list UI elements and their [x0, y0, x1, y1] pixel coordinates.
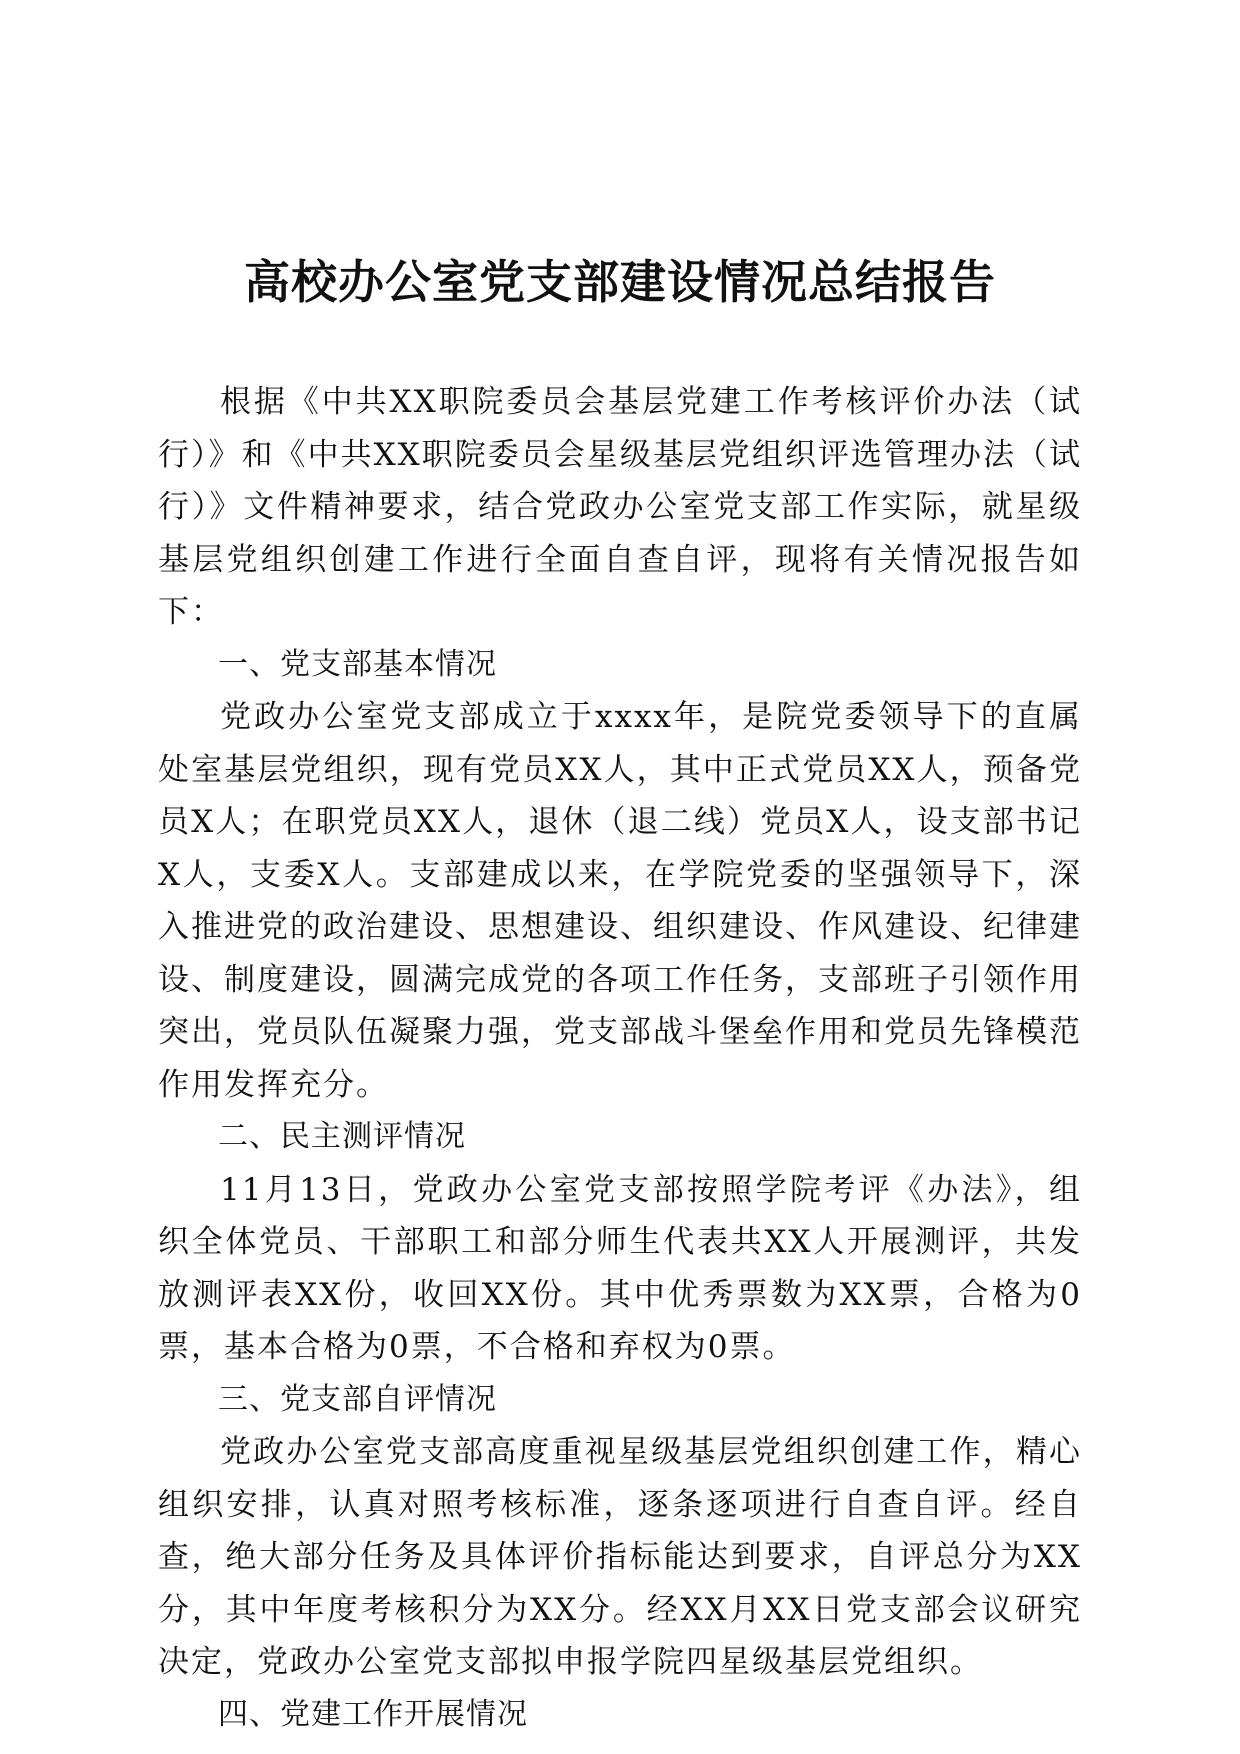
- section-body-self-evaluation: 党政办公室党支部高度重视星级基层党组织创建工作，精心组织安排，认真对照考核标准，逐条逐项进行自查自评。经自查，绝大部分任务及具体评价指标能达到要求，自评总分为XX分，其中年度考核积分为XX分。经XX月XX日党支部会议研究决定，党政办公室党支部拟申报学院四星级基层党组织。: [158, 1434, 1082, 1680]
- document-title: 高校办公室党支部建设情况总结报告: [244, 255, 996, 309]
- section-heading-self-evaluation: 三、党支部自评情况: [218, 1381, 497, 1417]
- section-body-basic-info: 党政办公室党支部成立于xxxx年，是院党委领导下的直属处室基层党组织，现有党员XX人，其中正式党员XX人，预备党员X人；在职党员XX人，退休（退二线）党员X人，设支部书记X人，支委X人。支部建成以来，在学院党委的坚强领导下，深入推进党的政治建设、思想建设、组织建设、作风建设、纪律建设、制度建设，圆满完成党的各项工作任务，支部班子引领作用突出，党员队伍凝聚力强，党支部战斗堡垒作用和党员先锋模范作用发挥充分。: [158, 699, 1082, 1103]
- section-heading-democratic-evaluation: 二、民主测评情况: [218, 1119, 466, 1154]
- section-body-democratic-evaluation: 11月13日，党政办公室党支部按照学院考评《办法》，组织全体党员、干部职工和部分师生代表共XX人开展测评，共发放测评表XX份，收回XX份。其中优秀票数为XX票，合格为0票，基本合格为0票，不合格和弃权为0票。: [158, 1171, 1082, 1365]
- intro-paragraph: 根据《中共XX职院委员会基层党建工作考核评价办法（试行）》和《中共XX职院委员会星级基层党组织评选管理办法（试行）》文件精神要求，结合党政办公室党支部工作实际，就星级基层党组织创建工作进行全面自查自评，现将有关情况报告如下：: [158, 384, 1082, 630]
- section-heading-party-work: 四、党建工作开展情况: [218, 1696, 528, 1732]
- section-heading-basic-info: 一、党支部基本情况: [218, 646, 497, 682]
- document-body: [158, 376, 1082, 1741]
